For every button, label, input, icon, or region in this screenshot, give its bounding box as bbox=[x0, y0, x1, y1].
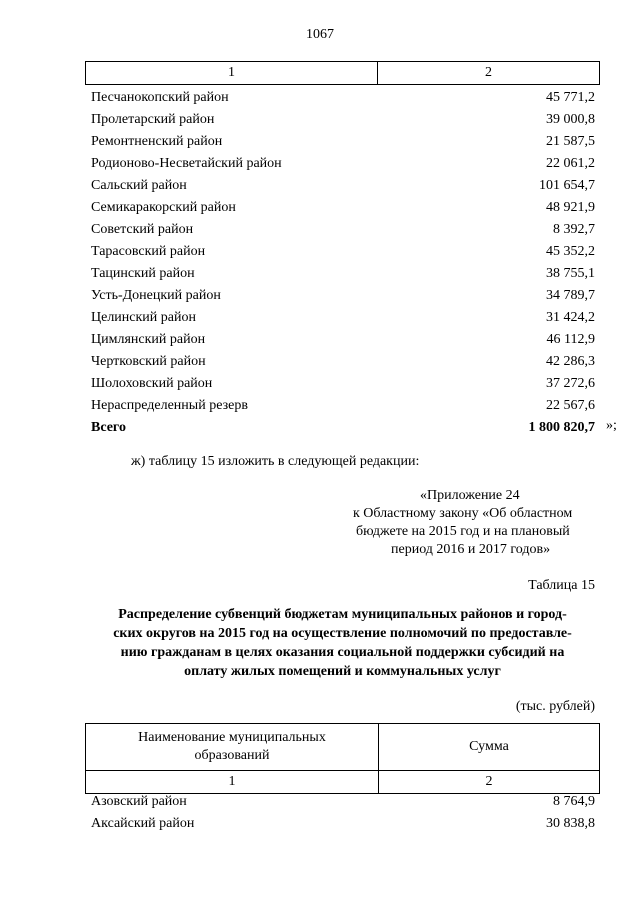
table-row bbox=[85, 329, 600, 351]
table-row bbox=[85, 153, 600, 175]
district-name: Родионово-Несветайский район bbox=[91, 156, 282, 171]
total-label: Всего bbox=[91, 420, 126, 435]
district-name: Ремонтненский район bbox=[91, 134, 223, 149]
title-line: нию гражданам в целях оказания социальной поддержки субсидий на bbox=[120, 645, 565, 660]
title-line: оплату жилых помещений и коммунальных услуг bbox=[184, 664, 501, 679]
district-name: Цимлянский район bbox=[91, 332, 206, 347]
title-line: Распределение субвенций бюджетам муниципальных районов и город- bbox=[118, 607, 567, 622]
table-row bbox=[85, 175, 600, 197]
column-number-2: 2 bbox=[485, 65, 492, 80]
appendix-line: к Областному закону «Об областном bbox=[353, 506, 573, 521]
table-row bbox=[85, 109, 600, 131]
table-body bbox=[85, 87, 600, 439]
table-row bbox=[85, 87, 600, 109]
total-row bbox=[85, 417, 600, 439]
table-header-row bbox=[85, 723, 600, 771]
district-amount: 48 921,9 bbox=[546, 200, 595, 215]
column-number-2: 2 bbox=[485, 774, 493, 789]
district-name: Сальский район bbox=[91, 178, 187, 193]
column-number-1: 1 bbox=[86, 771, 379, 793]
table-row bbox=[85, 307, 600, 329]
district-name: Тацинский район bbox=[91, 266, 195, 281]
appendix-line: бюджете на 2015 год и на плановый bbox=[356, 524, 570, 539]
district-amount: 30 838,8 bbox=[546, 816, 595, 831]
header-name-column bbox=[86, 724, 379, 770]
district-name: Советский район bbox=[91, 222, 194, 237]
district-amount: 45 771,2 bbox=[546, 90, 595, 105]
budget-table-continuation bbox=[85, 61, 600, 435]
unit-note: (тыс. рублей) bbox=[515, 699, 595, 714]
title-line: ских округов на 2015 год на осуществление полномочий по предоставле- bbox=[113, 626, 572, 641]
district-name: Чертковский район bbox=[91, 354, 206, 369]
table-row bbox=[85, 285, 600, 307]
district-amount: 21 587,5 bbox=[546, 134, 595, 149]
district-amount: 101 654,7 bbox=[539, 178, 595, 193]
table-row bbox=[85, 219, 600, 241]
district-amount: 22 567,6 bbox=[546, 398, 595, 413]
table-row bbox=[85, 395, 600, 417]
district-amount: 37 272,6 bbox=[546, 376, 595, 391]
table-row bbox=[85, 263, 600, 285]
district-amount: 39 000,8 bbox=[546, 112, 595, 127]
table-row bbox=[85, 813, 600, 835]
district-amount: 38 755,1 bbox=[546, 266, 595, 281]
table-body bbox=[85, 791, 600, 835]
district-name: Семикаракорский район bbox=[91, 200, 236, 215]
closing-quote: »; bbox=[606, 418, 617, 433]
table-row bbox=[85, 131, 600, 153]
district-name: Нераспределенный резерв bbox=[91, 398, 248, 413]
table-row bbox=[85, 791, 600, 813]
district-amount: 45 352,2 bbox=[546, 244, 595, 259]
district-amount: 34 789,7 bbox=[546, 288, 595, 303]
district-name: Пролетарский район bbox=[91, 112, 215, 127]
table-title bbox=[85, 605, 600, 681]
appendix-line: «Приложение 24 bbox=[420, 488, 520, 503]
district-amount: 22 061,2 bbox=[546, 156, 595, 171]
table-row bbox=[85, 241, 600, 263]
appendix-line: период 2016 и 2017 годов» bbox=[391, 542, 551, 557]
district-name: Усть-Донецкий район bbox=[91, 288, 221, 303]
appendix-reference bbox=[340, 487, 600, 559]
table-row bbox=[85, 197, 600, 219]
header-text: Наименование муниципальных bbox=[138, 730, 326, 745]
district-name: Аксайский район bbox=[91, 816, 195, 831]
district-amount: 46 112,9 bbox=[546, 332, 595, 347]
header-text: образований bbox=[194, 748, 270, 763]
table-label: Таблица 15 bbox=[528, 578, 595, 593]
column-number-1: 1 bbox=[86, 62, 378, 84]
page-number: 1067 bbox=[306, 27, 334, 42]
district-name: Песчанокопский район bbox=[91, 90, 229, 105]
table-header-row bbox=[85, 61, 600, 85]
subvention-table bbox=[85, 723, 600, 831]
district-amount: 8 392,7 bbox=[553, 222, 595, 237]
district-name: Целинский район bbox=[91, 310, 196, 325]
district-name: Шолоховский район bbox=[91, 376, 213, 391]
table-row bbox=[85, 351, 600, 373]
total-amount: 1 800 820,7 bbox=[528, 420, 595, 435]
district-amount: 31 424,2 bbox=[546, 310, 595, 325]
district-name: Азовский район bbox=[91, 794, 187, 809]
district-amount: 8 764,9 bbox=[553, 794, 595, 809]
district-name: Тарасовский район bbox=[91, 244, 206, 259]
table-row bbox=[85, 373, 600, 395]
header-sum-column: Сумма bbox=[469, 739, 509, 754]
amendment-instruction: ж) таблицу 15 изложить в следующей редакции: bbox=[131, 454, 420, 469]
district-amount: 42 286,3 bbox=[546, 354, 595, 369]
